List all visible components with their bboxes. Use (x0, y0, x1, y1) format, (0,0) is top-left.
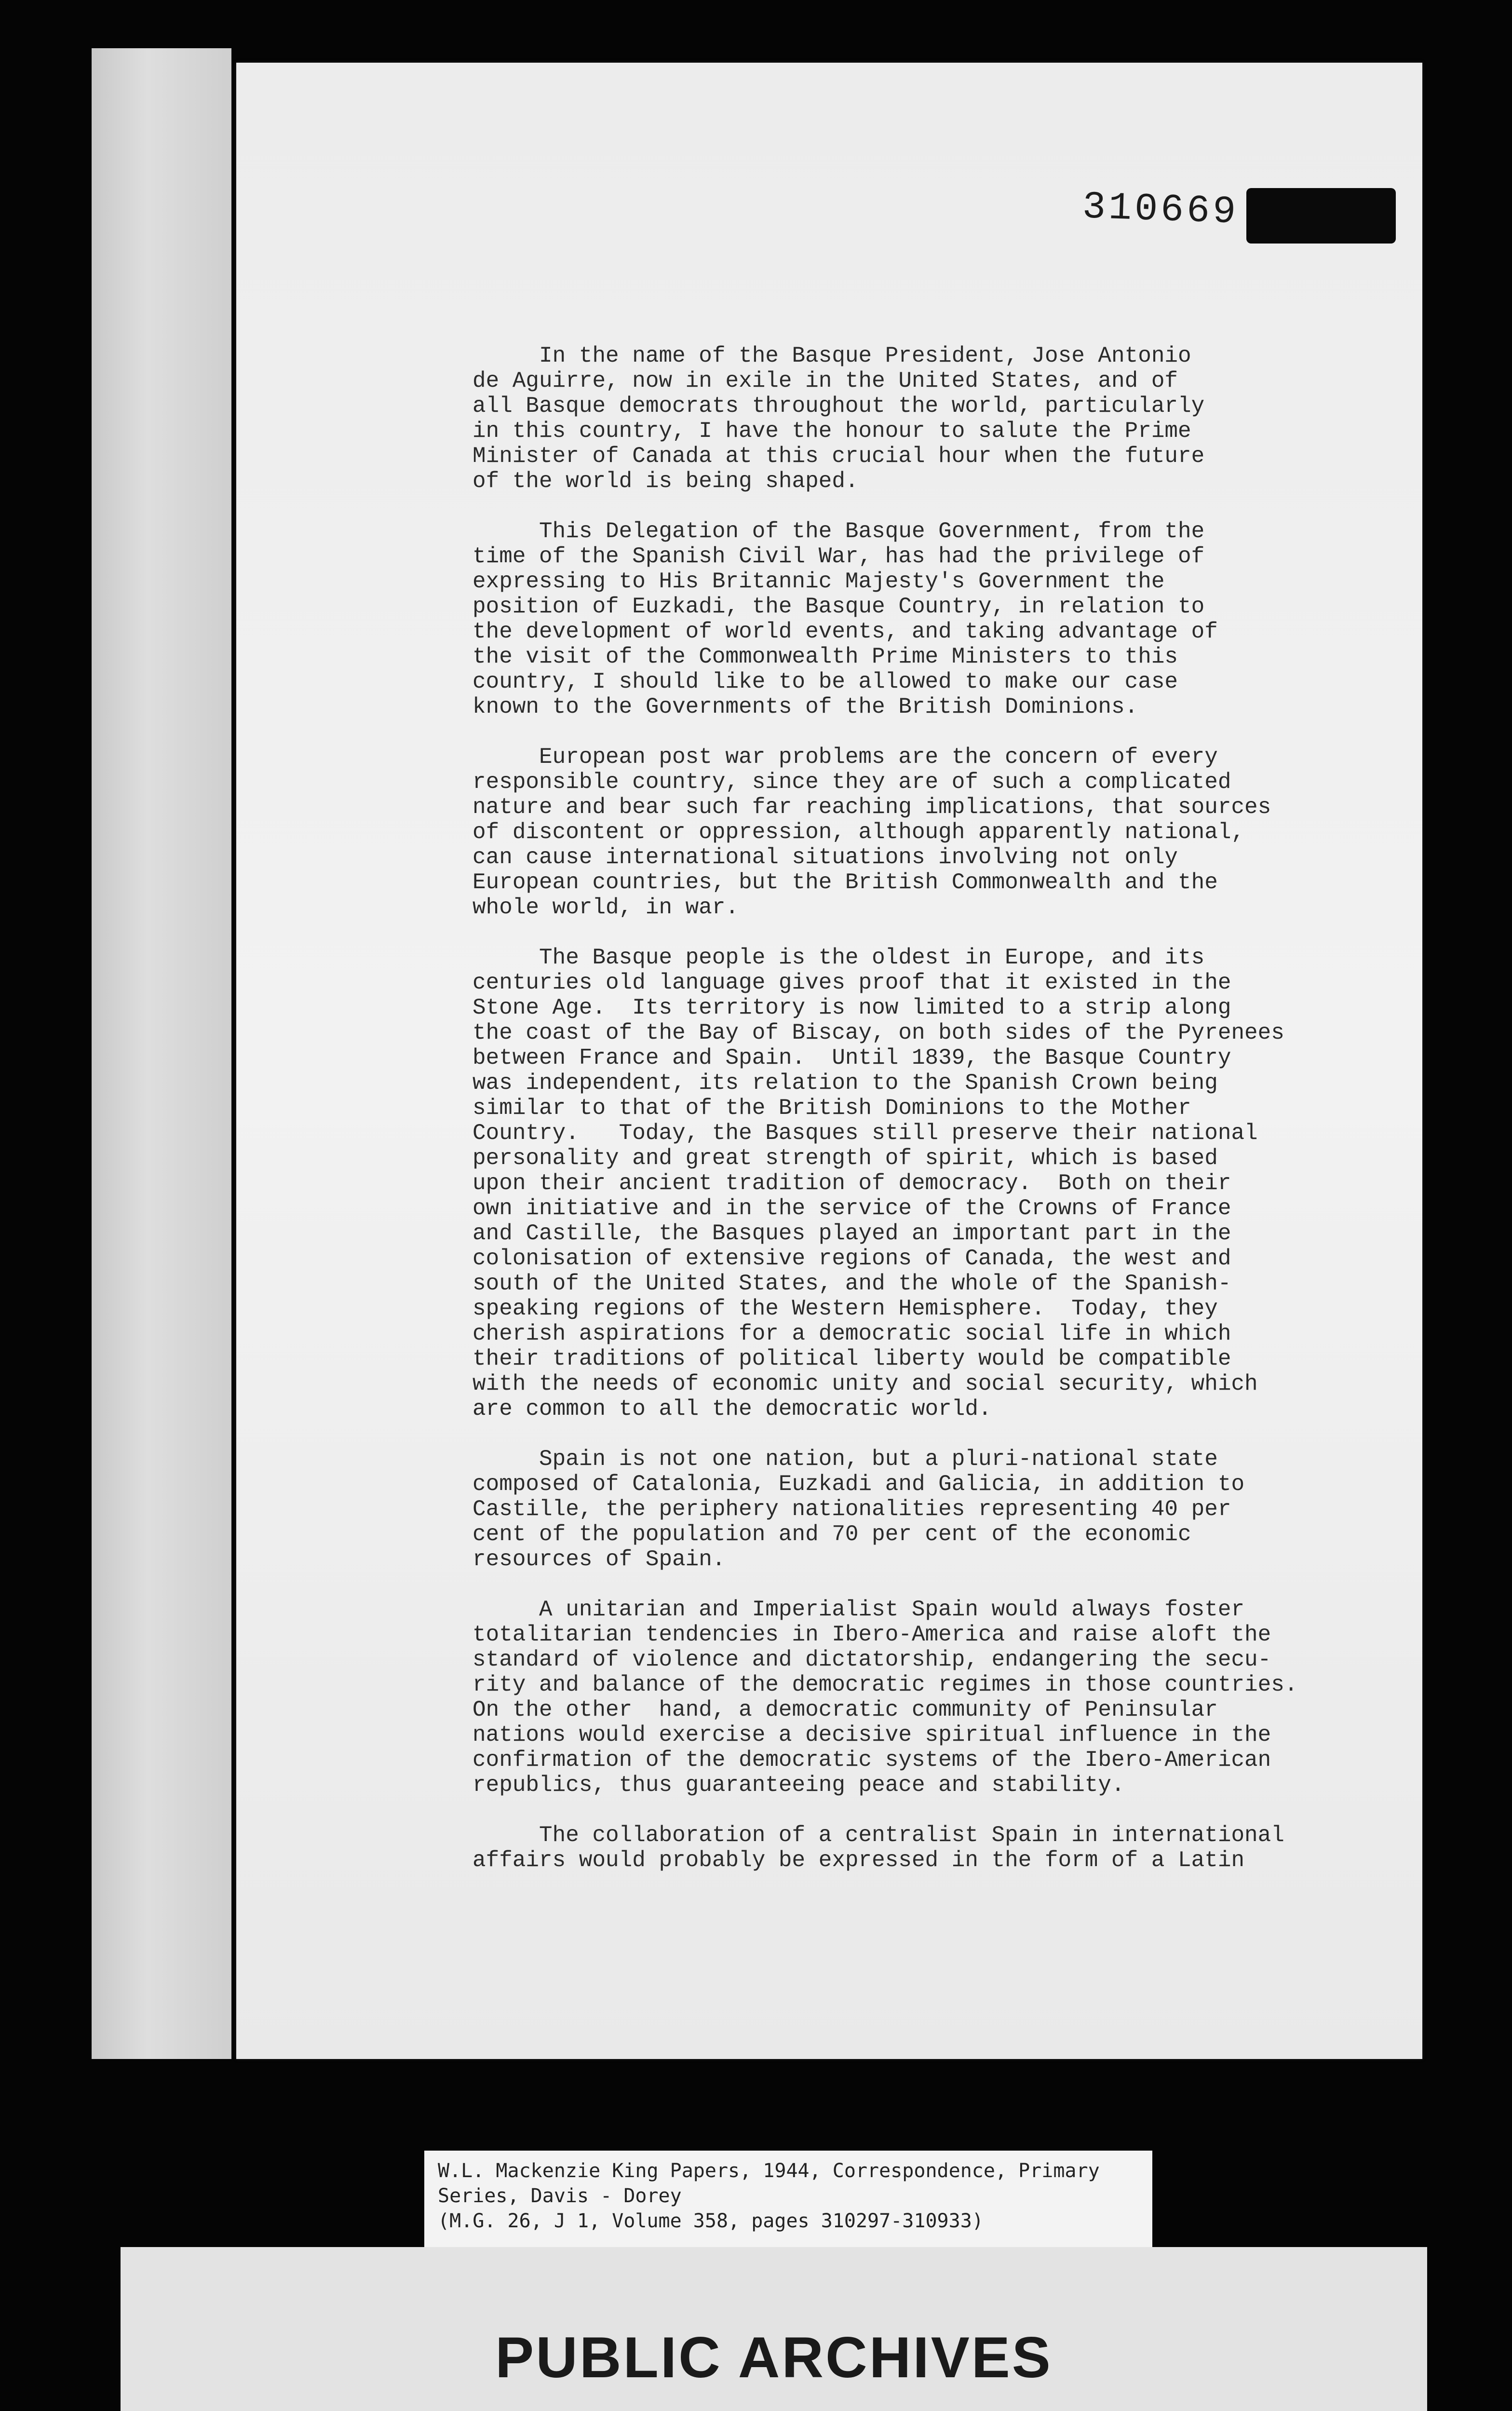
citation-line: (M.G. 26, J 1, Volume 358, pages 310297-310933) (438, 2210, 984, 2232)
paragraph-2: This Delegation of the Basque Government, from the time of the Spanish Civil War, has had the privilege of expressing to His Britannic Majesty's Government the position of Euzkadi, the Basque Country, in relation to the development of world events, and taking advantage of the visit of the Commonwealth Prime Ministers to this country, I should like to be allowed to make our case known to the Governments of the British Dominions. (472, 519, 1218, 719)
citation-line: Series, Davis - Dorey (438, 2185, 682, 2207)
paragraph-1: In the name of the Basque President, Jose Antonio de Aguirre, now in exile in the United States, and of all Basque democrats throughout the world, particularly in this country, I have the honour to salute the Prime Minister of Canada at this crucial hour when the future of the world is being shaped. (472, 343, 1205, 494)
stamp-line-english: PUBLIC ARCHIVES (495, 2325, 1053, 2390)
paragraph-4: The Basque people is the oldest in Europe, and its centuries old language gives proof that it existed in the Stone Age. Its territory is now limited to a strip along the coast of the Bay of Biscay, on both sides of the Pyrenees between France and Spain. Until 1839, the Basque Country was independent, its relation to the Spanish Crown being similar to that of the British Dominions to the Mother Country. Today, the Basques still preserve their national personality and great strength of spirit, which is based upon their ancient tradition of democracy. Both on their own initiative and in the service of the Crowns of France and Castille, the Basques played an important part in the colonisation of extensive regions of Canada, the west and south of the United States, and the whole of the Spanish- speaking regions of the Western Hemisphere. Today, they cherish aspirations for a democratic social life in which their traditions of political liberty would be compatible with the needs of economic unity and social security, which are common to all the democratic world. (472, 945, 1284, 1422)
paragraph-3: European post war problems are the concern of every responsible country, since they are of such a complicated nature and bear such far reaching implications, that sources of discontent or oppression, although apparently national, can cause international situations involving not only European countries, but the British Commonwealth and the whole world, in war. (472, 745, 1271, 920)
archives-stamp (121, 2247, 1427, 2411)
left-margin-strip (92, 48, 231, 2059)
citation-line: W.L. Mackenzie King Papers, 1944, Correspondence, Primary (438, 2160, 1100, 2182)
paragraph-6: A unitarian and Imperialist Spain would always foster totalitarian tendencies in Ibero-America and raise aloft the standard of violence and dictatorship, endangering the secu- rity and balance of the democratic regimes in those countries. On the other hand, a democratic community of Peninsular nations would exercise a decisive spiritual influence in the confirmation of the democratic systems of the Ibero-American republics, thus guaranteeing peace and stability. (472, 1597, 1298, 1798)
letter-body (472, 343, 1418, 1898)
redaction-block (1246, 188, 1396, 244)
paragraph-5: Spain is not one nation, but a pluri-national state composed of Catalonia, Euzkadi and Galicia, in addition to Castille, the periphery nationalities representing 40 per cent of the population and 70 per cent of the economic resources of Spain. (472, 1447, 1245, 1572)
archive-citation-label (424, 2151, 1152, 2247)
page-number: 310669 (1081, 185, 1240, 235)
paragraph-7: The collaboration of a centralist Spain in international affairs would probably be expressed in the form of a Latin (472, 1823, 1284, 1873)
